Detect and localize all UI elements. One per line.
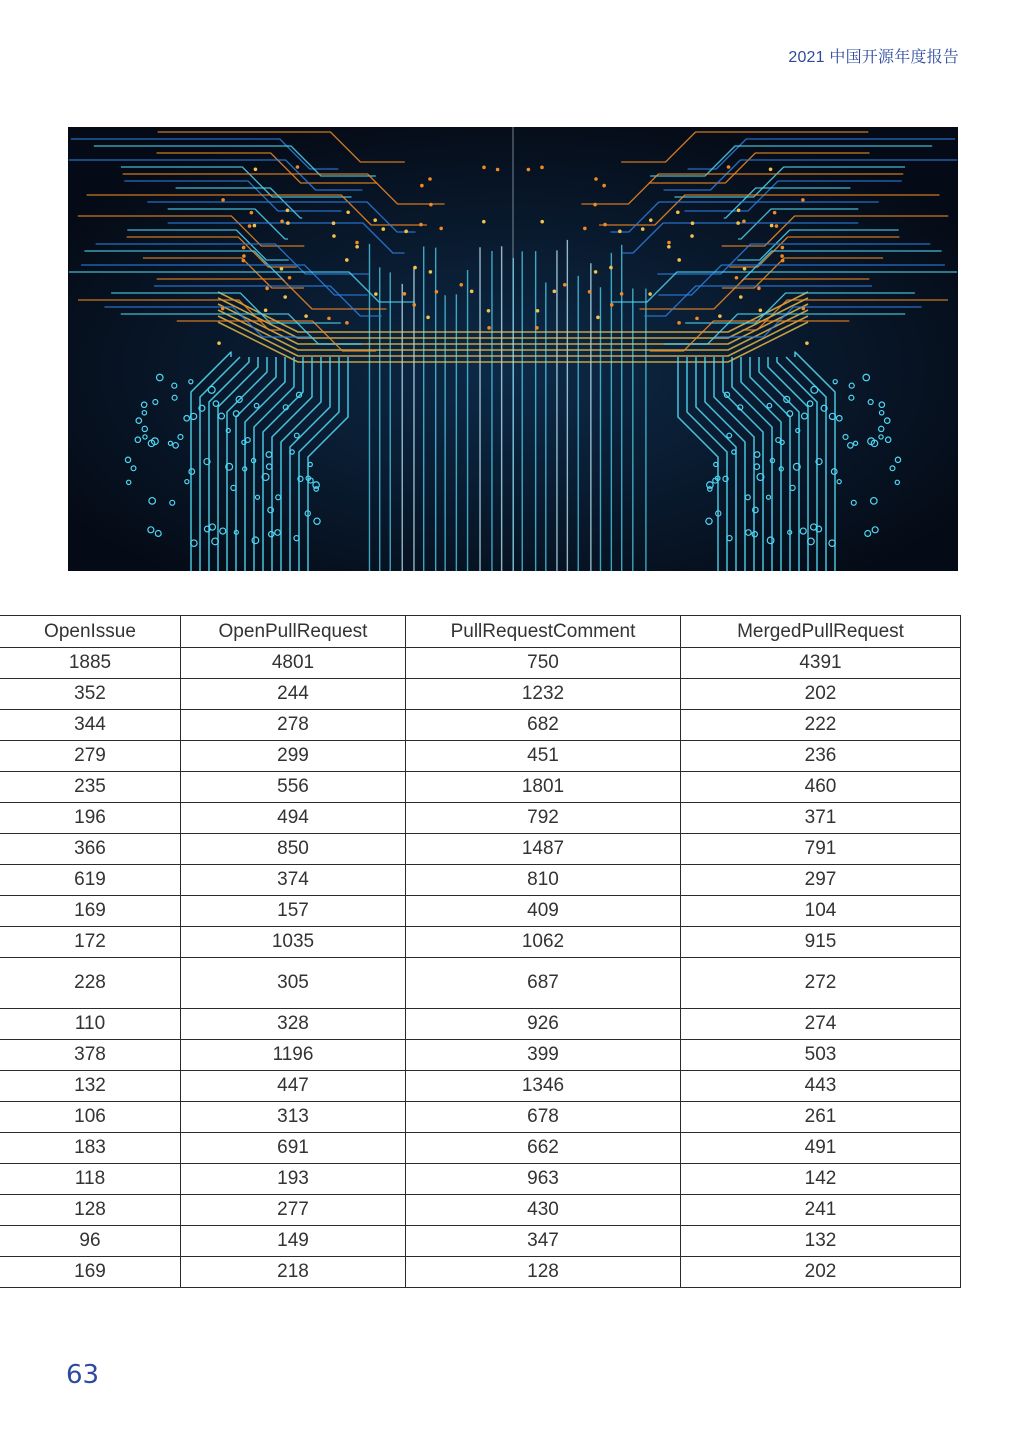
table-row <box>0 834 961 865</box>
table-row <box>0 896 961 927</box>
table-cell: 366 <box>0 834 181 865</box>
page-number: 63 <box>66 1360 100 1390</box>
table-cell: 556 <box>181 772 406 803</box>
table-cell: 791 <box>681 834 961 865</box>
metrics-table-container <box>0 615 961 1288</box>
table-cell: 1487 <box>406 834 681 865</box>
table-cell: 277 <box>181 1195 406 1226</box>
table-row <box>0 1195 961 1226</box>
table-row <box>0 1102 961 1133</box>
table-cell: 1035 <box>181 927 406 958</box>
table-cell: 228 <box>0 958 181 1009</box>
table-cell: 328 <box>181 1009 406 1040</box>
table-cell: 344 <box>0 710 181 741</box>
table-cell: 682 <box>406 710 681 741</box>
table-row <box>0 958 961 1009</box>
table-cell: 236 <box>681 741 961 772</box>
table-cell: 494 <box>181 803 406 834</box>
table-cell: 202 <box>681 1257 961 1288</box>
table-cell: 196 <box>0 803 181 834</box>
report-header: 2021 中国开源年度报告 <box>788 49 959 66</box>
table-cell: 1346 <box>406 1071 681 1102</box>
table-cell: 678 <box>406 1102 681 1133</box>
table-row <box>0 710 961 741</box>
table-cell: 110 <box>0 1009 181 1040</box>
table-cell: 4801 <box>181 648 406 679</box>
table-cell: 193 <box>181 1164 406 1195</box>
table-row <box>0 741 961 772</box>
table-cell: 274 <box>681 1009 961 1040</box>
table-cell: 352 <box>0 679 181 710</box>
table-cell: 128 <box>406 1257 681 1288</box>
column-header-merged-pull-request: MergedPullRequest <box>681 616 961 648</box>
column-header-open-pull-request: OpenPullRequest <box>181 616 406 648</box>
table-row <box>0 927 961 958</box>
table-cell: 235 <box>0 772 181 803</box>
table-cell: 409 <box>406 896 681 927</box>
table-cell: 297 <box>681 865 961 896</box>
table-cell: 218 <box>181 1257 406 1288</box>
table-cell: 619 <box>0 865 181 896</box>
table-header-row <box>0 616 961 648</box>
table-cell: 183 <box>0 1133 181 1164</box>
table-cell: 305 <box>181 958 406 1009</box>
table-cell: 662 <box>406 1133 681 1164</box>
table-cell: 447 <box>181 1071 406 1102</box>
table-cell: 106 <box>0 1102 181 1133</box>
table-cell: 451 <box>406 741 681 772</box>
table-cell: 4391 <box>681 648 961 679</box>
table-cell: 272 <box>681 958 961 1009</box>
table-cell: 1885 <box>0 648 181 679</box>
table-cell: 244 <box>181 679 406 710</box>
table-cell: 299 <box>181 741 406 772</box>
table-cell: 915 <box>681 927 961 958</box>
metrics-table <box>0 615 961 1288</box>
table-cell: 792 <box>406 803 681 834</box>
table-row <box>0 648 961 679</box>
table-cell: 313 <box>181 1102 406 1133</box>
table-row <box>0 865 961 896</box>
table-cell: 202 <box>681 679 961 710</box>
table-cell: 491 <box>681 1133 961 1164</box>
table-cell: 169 <box>0 1257 181 1288</box>
table-row <box>0 1226 961 1257</box>
table-cell: 104 <box>681 896 961 927</box>
table-row <box>0 679 961 710</box>
table-cell: 460 <box>681 772 961 803</box>
table-cell: 169 <box>0 896 181 927</box>
table-cell: 926 <box>406 1009 681 1040</box>
table-cell: 378 <box>0 1040 181 1071</box>
table-cell: 132 <box>681 1226 961 1257</box>
table-cell: 142 <box>681 1164 961 1195</box>
table-cell: 172 <box>0 927 181 958</box>
table-row <box>0 1009 961 1040</box>
circuit-board-image <box>68 127 958 571</box>
table-cell: 750 <box>406 648 681 679</box>
table-cell: 241 <box>681 1195 961 1226</box>
table-row <box>0 1071 961 1102</box>
table-cell: 430 <box>406 1195 681 1226</box>
table-cell: 810 <box>406 865 681 896</box>
table-cell: 128 <box>0 1195 181 1226</box>
table-row <box>0 772 961 803</box>
table-cell: 399 <box>406 1040 681 1071</box>
table-cell: 1801 <box>406 772 681 803</box>
table-cell: 1232 <box>406 679 681 710</box>
table-row <box>0 1133 961 1164</box>
table-row <box>0 1040 961 1071</box>
table-body <box>0 648 961 1288</box>
table-cell: 118 <box>0 1164 181 1195</box>
table-cell: 222 <box>681 710 961 741</box>
table-row <box>0 803 961 834</box>
table-cell: 149 <box>181 1226 406 1257</box>
table-cell: 443 <box>681 1071 961 1102</box>
table-cell: 963 <box>406 1164 681 1195</box>
table-cell: 1062 <box>406 927 681 958</box>
table-cell: 371 <box>681 803 961 834</box>
table-cell: 278 <box>181 710 406 741</box>
table-cell: 687 <box>406 958 681 1009</box>
table-row <box>0 1257 961 1288</box>
column-header-open-issue: OpenIssue <box>0 616 181 648</box>
table-cell: 503 <box>681 1040 961 1071</box>
table-cell: 261 <box>681 1102 961 1133</box>
table-cell: 132 <box>0 1071 181 1102</box>
table-cell: 347 <box>406 1226 681 1257</box>
table-cell: 1196 <box>181 1040 406 1071</box>
table-cell: 691 <box>181 1133 406 1164</box>
table-cell: 157 <box>181 896 406 927</box>
circuit-board-illustration <box>68 127 958 571</box>
column-header-pull-request-comment: PullRequestComment <box>406 616 681 648</box>
table-cell: 374 <box>181 865 406 896</box>
table-cell: 279 <box>0 741 181 772</box>
table-cell: 96 <box>0 1226 181 1257</box>
table-cell: 850 <box>181 834 406 865</box>
table-row <box>0 1164 961 1195</box>
